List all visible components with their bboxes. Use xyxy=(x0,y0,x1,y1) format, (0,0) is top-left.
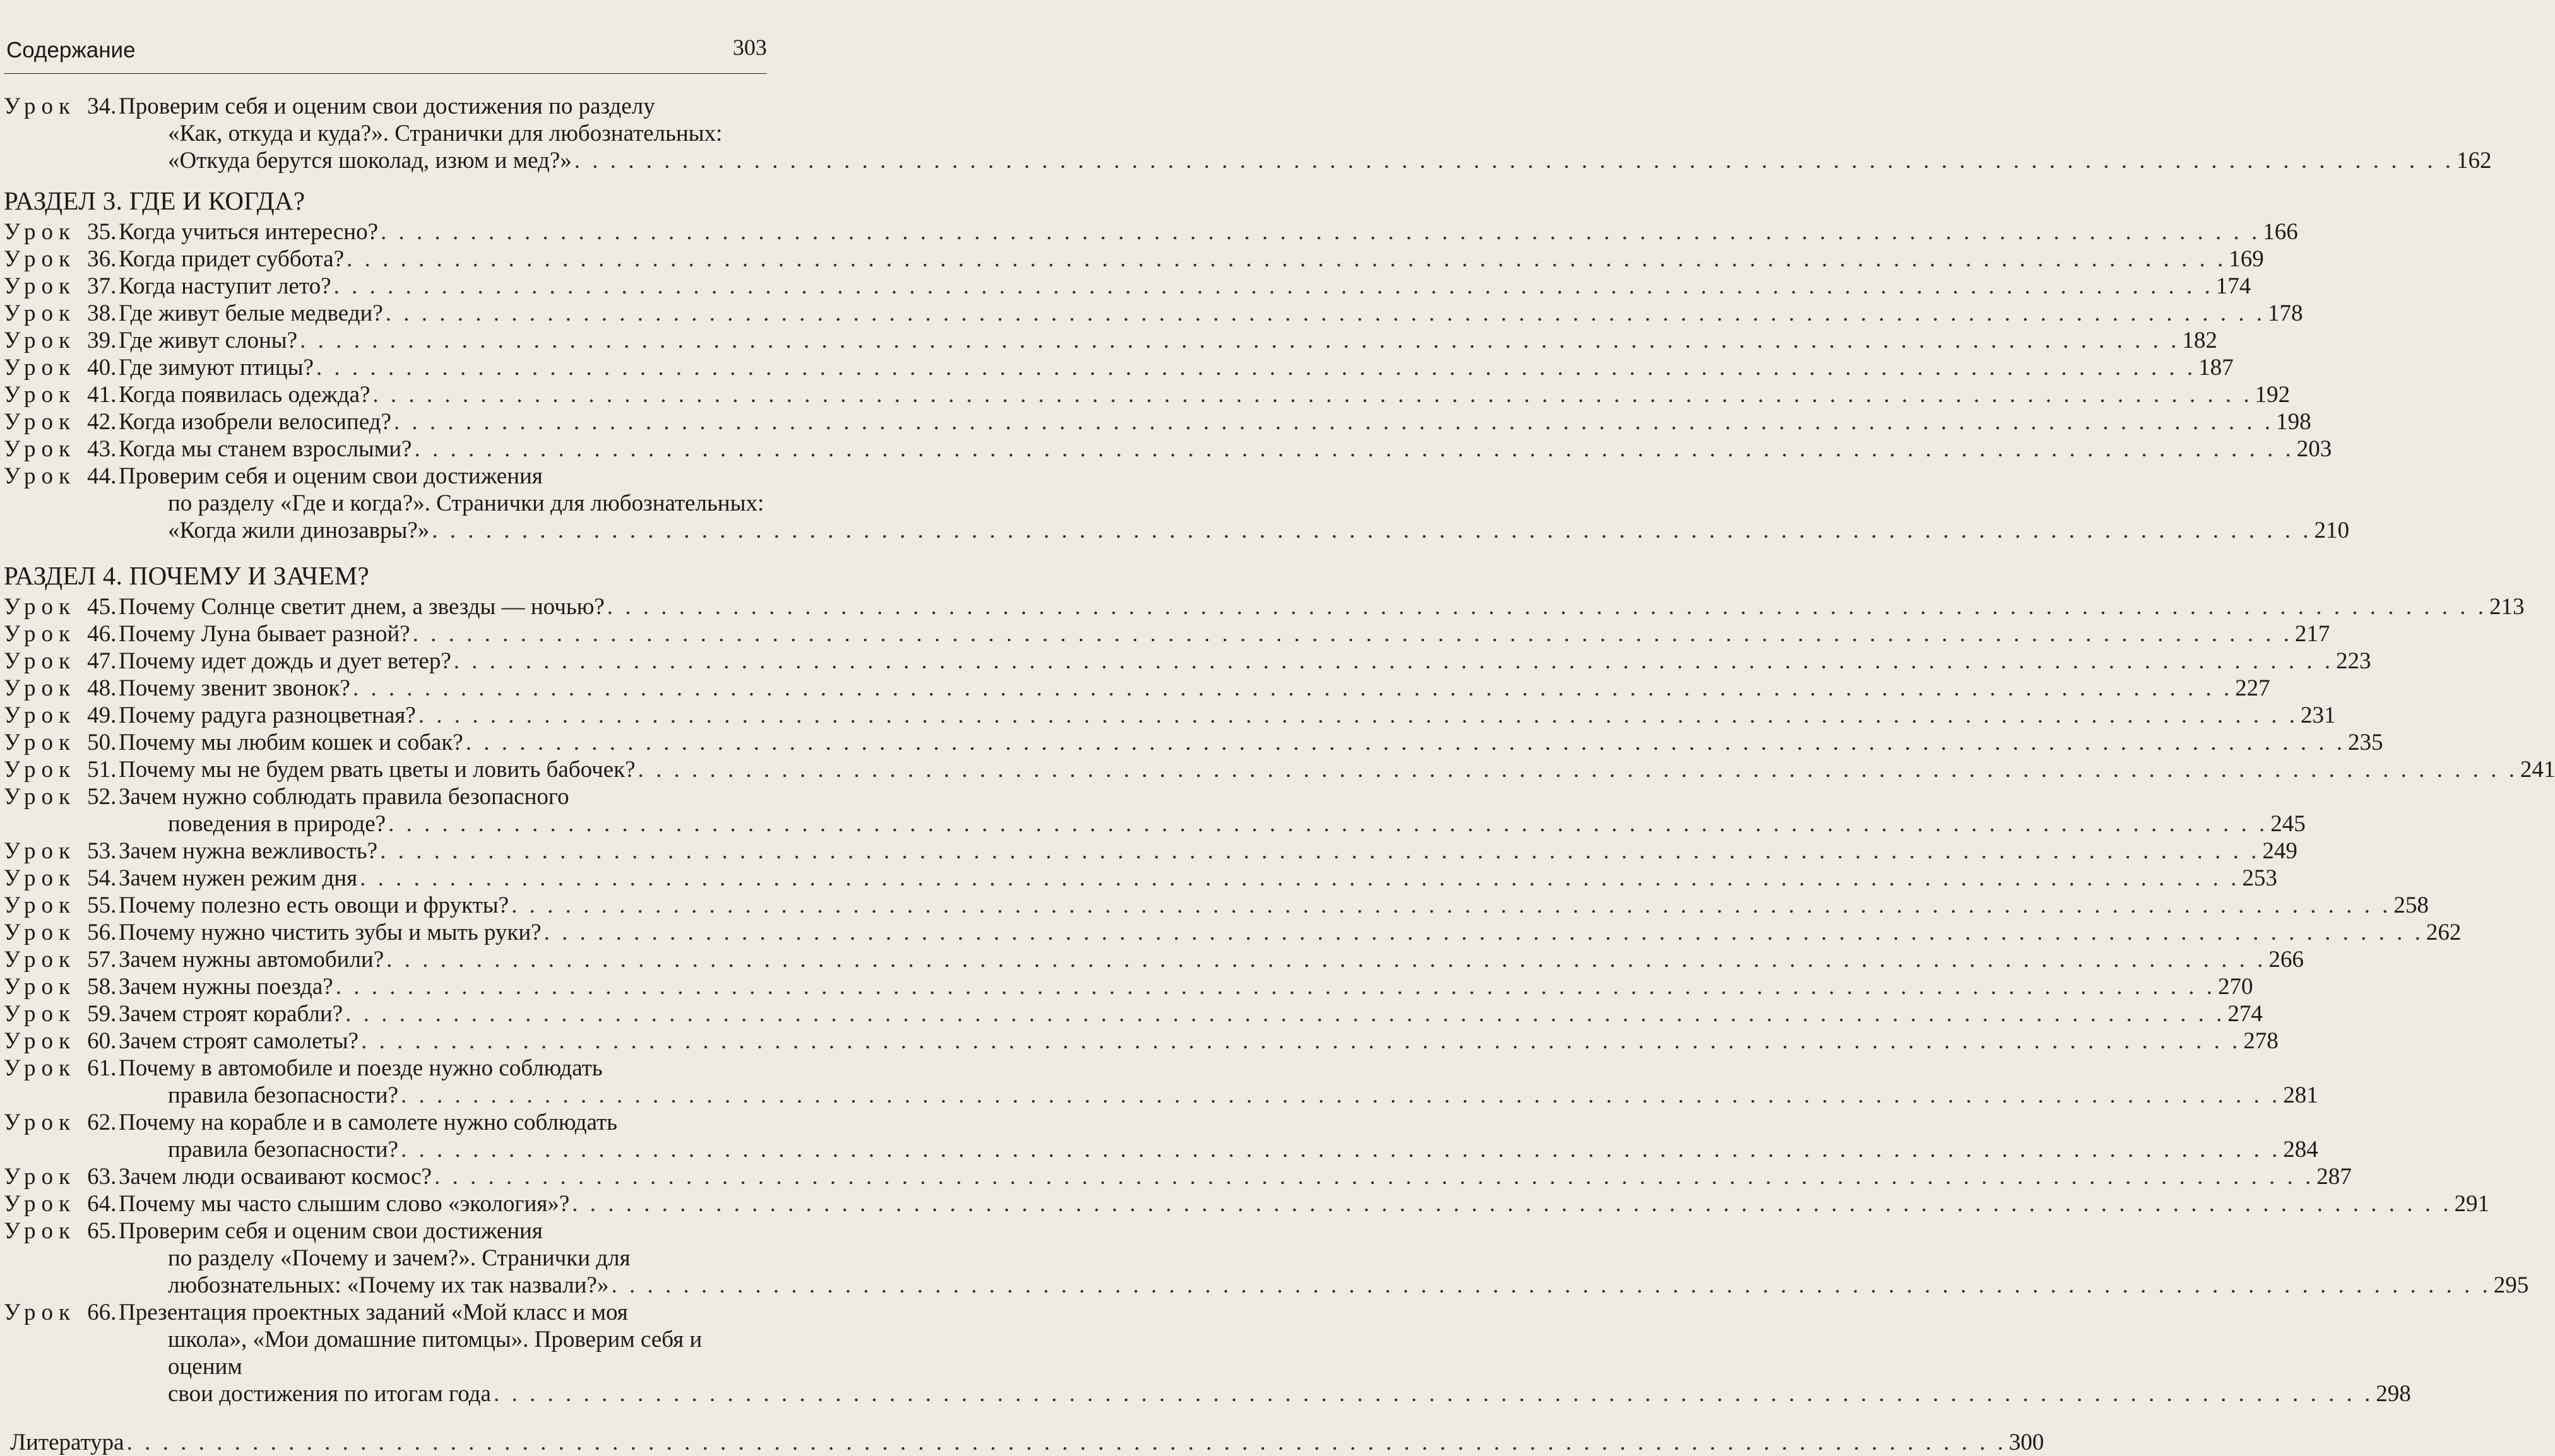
toc-entry-lesson-66 xyxy=(4,1299,2411,1407)
entry-title-line: свои достижения по итогам года xyxy=(168,1381,491,1407)
lesson-word: Урок xyxy=(4,594,76,620)
lesson-number: 37. xyxy=(87,273,117,299)
entry-title: Почему звенит звонок? xyxy=(119,675,350,701)
entry-page-number: 217 xyxy=(2294,621,2330,647)
lesson-word: Урок xyxy=(4,463,76,489)
toc-entry xyxy=(4,435,2332,463)
lesson-word: Урок xyxy=(4,920,76,945)
entry-title: Почему полезно есть овощи и фрукты? xyxy=(119,892,509,918)
entry-page-number: 223 xyxy=(2336,648,2371,674)
lesson-number: 53. xyxy=(87,838,117,864)
lesson-word: Урок xyxy=(4,648,76,674)
entry-page-number: 231 xyxy=(2300,702,2336,728)
toc-entry xyxy=(4,1000,2263,1027)
entry-page-number: 270 xyxy=(2217,974,2253,1000)
toc-entry xyxy=(4,648,2371,675)
dot-leader: . . . . . . . . . . . . . . . . . . . . . . . . . . . . . . . . . . . . . . . . . . . . . . . . . . . . . . . . . . . . . . . . . . . . . . . . . . . . . . . . . . . . . . . . . . . . . . . . . . . . . . . . . xyxy=(574,148,2455,174)
dot-leader: . . . . . . . . . . . . . . . . . . . . . . . . . . . . . . . . . . . . . . . . . . . . . . . . . . . . . . . . . . . . . . . . . . . . . . . . . . . . . . . . . . . . . . . . . . . . . . . . . . . . . . . . . xyxy=(316,355,2196,381)
lesson-word: Урок xyxy=(4,838,76,864)
dot-leader: . . . . . . . . . . . . . . . . . . . . . . . . . . . . . . . . . . . . . . . . . . . . . . . . . . . . . . . . . . . . . . . . . . . . . . . . . . . . . . . . . . . . . . . . . . . . . . . . . . . . . . . . . xyxy=(434,1164,2315,1190)
entry-title-line: школа», «Мои домашние питомцы». Проверим себя и оценим xyxy=(168,1327,702,1380)
entry-title-line: Проверим себя и оценим свои достижения xyxy=(119,463,543,489)
lesson-number: 43. xyxy=(87,436,117,462)
lesson-word: Урок xyxy=(4,974,76,1000)
toc-entry xyxy=(4,1163,2352,1190)
dot-leader: . . . . . . . . . . . . . . . . . . . . . . . . . . . . . . . . . . . . . . . . . . . . . . . . . . . . . . . . . . . . . . . . . . . . . . . . . . . . . . . . . . . . . . . . . . . . . . . . . . . . . . . . . xyxy=(393,409,2274,435)
entry-page-number: 162 xyxy=(2457,148,2492,174)
entry-page-number: 203 xyxy=(2296,436,2332,462)
toc-entry-lesson-62 xyxy=(4,1109,2318,1163)
toc-entry xyxy=(4,702,2336,729)
lesson-number: 51. xyxy=(87,757,117,783)
entry-page-number: 178 xyxy=(2268,300,2303,326)
dot-leader: . . . . . . . . . . . . . . . . . . . . . . . . . . . . . . . . . . . . . . . . . . . . . . . . . . . . . . . . . . . . . . . . . . . . . . . . . . . . . . . . . . . . . . . . . . . . . . . . . . . . . . . . . xyxy=(400,1082,2281,1108)
entry-page-number: 235 xyxy=(2347,730,2383,755)
lesson-word: Урок xyxy=(4,300,76,326)
entry-title: Почему Солнце светит днем, а звезды — ночью? xyxy=(119,594,605,620)
lesson-number: 34. xyxy=(87,93,117,119)
dot-leader: . . . . . . . . . . . . . . . . . . . . . . . . . . . . . . . . . . . . . . . . . . . . . . . . . . . . . . . . . . . . . . . . . . . . . . . . . . . . . . . . . . . . . . . . . . . . . . . . . . . . . . . . . xyxy=(611,1272,2491,1298)
entry-page-number: 174 xyxy=(2215,273,2251,299)
toc-entry xyxy=(4,620,2330,648)
lesson-number: 63. xyxy=(87,1164,117,1190)
entry-page-number: 166 xyxy=(2263,219,2298,245)
lesson-word: Урок xyxy=(4,409,76,435)
entry-title: Почему мы не будем рвать цветы и ловить бабочек? xyxy=(119,757,636,783)
lesson-number: 52. xyxy=(87,784,117,810)
toc-entry-lesson-65 xyxy=(4,1217,2529,1299)
dot-leader: . . . . . . . . . . . . . . . . . . . . . . . . . . . . . . . . . . . . . . . . . . . . . . . . . . . . . . . . . . . . . . . . . . . . . . . . . . . . . . . . . . . . . . . . . . . . . . . . . . . . . . . . . xyxy=(493,1381,2374,1407)
entry-page-number: 284 xyxy=(2283,1137,2318,1163)
entry-title-line: «Когда жили динозавры?» xyxy=(168,518,430,543)
lesson-number: 58. xyxy=(87,974,117,1000)
lesson-number: 54. xyxy=(87,865,117,891)
lesson-number: 35. xyxy=(87,219,117,245)
entry-title: Где зимуют птицы? xyxy=(119,355,314,381)
dot-leader: . . . . . . . . . . . . . . . . . . . . . . . . . . . . . . . . . . . . . . . . . . . . . . . . . . . . . . . . . . . . . . . . . . . . . . . . . . . . . . . . . . . . . . . . . . . . . . . . . . . . . . . . . xyxy=(381,219,2261,245)
dot-leader: . . . . . . . . . . . . . . . . . . . . . . . . . . . . . . . . . . . . . . . . . . . . . . . . . . . . . . . . . . . . . . . . . . . . . . . . . . . . . . . . . . . . . . . . . . . . . . . . . . . . . . . . . xyxy=(385,300,2266,326)
toc-entry-lesson-44 xyxy=(4,463,2350,544)
lesson-number: 44. xyxy=(87,463,117,489)
toc-entry xyxy=(4,218,2298,246)
toc-entry xyxy=(4,327,2217,354)
running-header xyxy=(4,34,767,74)
entry-page-number: 300 xyxy=(2008,1429,2044,1455)
lesson-word: Урок xyxy=(4,1299,76,1325)
header-title: Содержание xyxy=(6,38,136,62)
entry-page-number: 213 xyxy=(2489,594,2525,620)
entry-title: Почему идет дождь и дует ветер? xyxy=(119,648,451,674)
section-heading: РАЗДЕЛ 4. ПОЧЕМУ И ЗАЧЕМ? xyxy=(4,561,369,590)
dot-leader: . . . . . . . . . . . . . . . . . . . . . . . . . . . . . . . . . . . . . . . . . . . . . . . . . . . . . . . . . . . . . . . . . . . . . . . . . . . . . . . . . . . . . . . . . . . . . . . . . . . . . . . . . xyxy=(386,947,2267,973)
lesson-number: 56. xyxy=(87,920,117,945)
lesson-number: 42. xyxy=(87,409,117,435)
section-heading: РАЗДЕЛ 3. ГДЕ И КОГДА? xyxy=(4,186,305,215)
entry-title: Почему радуга разноцветная? xyxy=(119,702,416,728)
lesson-word: Урок xyxy=(4,1164,76,1190)
dot-leader: . . . . . . . . . . . . . . . . . . . . . . . . . . . . . . . . . . . . . . . . . . . . . . . . . . . . . . . . . . . . . . . . . . . . . . . . . . . . . . . . . . . . . . . . . . . . . . . . . . . . . . . . . xyxy=(388,811,2268,837)
lesson-word: Урок xyxy=(4,93,76,119)
entry-page-number: 274 xyxy=(2227,1001,2263,1027)
dot-leader: . . . . . . . . . . . . . . . . . . . . . . . . . . . . . . . . . . . . . . . . . . . . . . . . . . . . . . . . . . . . . . . . . . . . . . . . . . . . . . . . . . . . . . . . . . . . . . . . . . . . . . . . . xyxy=(333,273,2214,299)
toc-entry xyxy=(4,756,2555,783)
entry-title: Зачем люди осваивают космос? xyxy=(119,1164,432,1190)
lesson-number: 36. xyxy=(87,246,117,272)
dot-leader: . . . . . . . . . . . . . . . . . . . . . . . . . . . . . . . . . . . . . . . . . . . . . . . . . . . . . . . . . . . . . . . . . . . . . . . . . . . . . . . . . . . . . . . . . . . . . . . . . . . . . . . . . xyxy=(380,838,2260,864)
entry-title-line: Презентация проектных заданий «Мой класс и моя xyxy=(119,1299,628,1325)
entry-page-number: 182 xyxy=(2182,328,2217,353)
toc-entry xyxy=(4,246,2264,273)
dot-leader: . . . . . . . . . . . . . . . . . . . . . . . . . . . . . . . . . . . . . . . . . . . . . . . . . . . . . . . . . . . . . . . . . . . . . . . . . . . . . . . . . . . . . . . . . . . . . . . . . . . . . . . . . xyxy=(607,594,2487,620)
lesson-number: 66. xyxy=(87,1299,117,1325)
entry-page-number: 278 xyxy=(2243,1028,2279,1054)
lesson-number: 46. xyxy=(87,621,117,647)
section-3-simple-entries xyxy=(4,218,2332,463)
lesson-word: Урок xyxy=(4,675,76,701)
entry-page-number: 281 xyxy=(2283,1082,2318,1108)
lesson-word: Урок xyxy=(4,246,76,272)
lesson-word: Урок xyxy=(4,757,76,783)
lesson-number: 45. xyxy=(87,594,117,620)
dot-leader: . . . . . . . . . . . . . . . . . . . . . . . . . . . . . . . . . . . . . . . . . . . . . . . . . . . . . . . . . . . . . . . . . . . . . . . . . . . . . . . . . . . . . . . . . . . . . . . . . . . . . . . . . xyxy=(543,920,2424,945)
toc-entry xyxy=(4,408,2311,435)
lesson-word: Урок xyxy=(4,273,76,299)
entry-page-number: 169 xyxy=(2229,246,2264,272)
lesson-number: 55. xyxy=(87,892,117,918)
lesson-word: Урок xyxy=(4,702,76,728)
entry-title: Почему Луна бывает разной? xyxy=(119,621,410,647)
toc-entry xyxy=(4,837,2297,865)
entry-title-line: Проверим себя и оценим свои достижения по разделу xyxy=(119,93,655,119)
entry-title: Зачем нужны автомобили? xyxy=(119,947,384,973)
entry-title-line: Зачем нужно соблюдать правила безопасного xyxy=(119,784,569,810)
lesson-word: Урок xyxy=(4,947,76,973)
entry-title: Когда изобрели велосипед? xyxy=(119,409,391,435)
entry-title: Зачем нужны поезда? xyxy=(119,974,333,1000)
lesson-word: Урок xyxy=(4,1191,76,1217)
entry-page-number: 287 xyxy=(2316,1164,2352,1190)
lesson-word: Урок xyxy=(4,621,76,647)
dot-leader: . . . . . . . . . . . . . . . . . . . . . . . . . . . . . . . . . . . . . . . . . . . . . . . . . . . . . . . . . . . . . . . . . . . . . . . . . . . . . . . . . . . . . . . . . . . . . . . . . . . . . . . . . xyxy=(360,865,2240,891)
header-page-number: 303 xyxy=(733,35,767,60)
toc-entry xyxy=(4,865,2277,892)
entry-title-line: правила безопасности? xyxy=(168,1082,398,1108)
toc-entry xyxy=(4,593,2525,620)
dot-leader: . . . . . . . . . . . . . . . . . . . . . . . . . . . . . . . . . . . . . . . . . . . . . . . . . . . . . . . . . . . . . . . . . . . . . . . . . . . . . . . . . . . . . . . . . . . . . . . . . . . . . . . . . xyxy=(453,648,2334,674)
toc-entry-lesson-61 xyxy=(4,1055,2318,1109)
lesson-number: 50. xyxy=(87,730,117,755)
entry-title-line: любознательных: «Почему их так назвали?» xyxy=(168,1272,609,1298)
entry-title-line: поведения в природе? xyxy=(168,811,386,837)
entry-page-number: 198 xyxy=(2276,409,2311,435)
toc-entry-lesson-34 xyxy=(4,93,2492,174)
entry-title-line: «Как, откуда и куда?». Странички для любознательных: xyxy=(168,121,723,146)
lesson-number: 57. xyxy=(87,947,117,973)
entry-title: Почему нужно чистить зубы и мыть руки? xyxy=(119,920,542,945)
literature-title: Литература xyxy=(10,1429,124,1455)
entry-title: Где живут слоны? xyxy=(119,328,298,353)
lesson-number: 47. xyxy=(87,648,117,674)
dot-leader: . . . . . . . . . . . . . . . . . . . . . . . . . . . . . . . . . . . . . . . . . . . . . . . . . . . . . . . . . . . . . . . . . . . . . . . . . . . . . . . . . . . . . . . . . . . . . . . . . . . . . . . . . xyxy=(572,1191,2452,1217)
lesson-word: Урок xyxy=(4,436,76,462)
entry-title-line: по разделу «Почему и зачем?». Странички для xyxy=(168,1245,631,1271)
entry-title: Когда мы станем взрослыми? xyxy=(119,436,412,462)
entry-title-line: правила безопасности? xyxy=(168,1137,398,1163)
dot-leader: . . . . . . . . . . . . . . . . . . . . . . . . . . . . . . . . . . . . . . . . . . . . . . . . . . . . . . . . . . . . . . . . . . . . . . . . . . . . . . . . . . . . . . . . . . . . . . . . . . . . . . . . . xyxy=(347,246,2227,272)
lesson-number: 60. xyxy=(87,1028,117,1054)
entry-page-number: 187 xyxy=(2198,355,2234,381)
entry-title: Когда придет суббота? xyxy=(119,246,345,272)
entry-title: Зачем нужна вежливость? xyxy=(119,838,378,864)
lesson-number: 39. xyxy=(87,328,117,353)
toc-entry xyxy=(4,675,2270,702)
entry-title: Зачем нужен режим дня xyxy=(119,865,358,891)
entry-title-line: Проверим себя и оценим свои достижения xyxy=(119,1218,543,1244)
lesson-word: Урок xyxy=(4,1055,76,1081)
lesson-word: Урок xyxy=(4,784,76,810)
entry-page-number: 253 xyxy=(2242,865,2277,891)
entry-page-number: 262 xyxy=(2426,920,2462,945)
entry-page-number: 192 xyxy=(2255,382,2291,408)
toc-entry xyxy=(4,919,2462,946)
toc-entry-literature xyxy=(4,1429,2044,1456)
toc-entry xyxy=(4,973,2253,1000)
entry-page-number: 241 xyxy=(2520,757,2555,783)
entry-title-line: Почему на корабле и в самолете нужно соблюдать xyxy=(119,1110,618,1135)
entry-title: Когда учиться интересно? xyxy=(119,219,378,245)
toc-entry-lesson-52 xyxy=(4,783,2306,837)
toc-entry xyxy=(4,1027,2279,1055)
entry-title: Когда наступит лето? xyxy=(119,273,331,299)
entry-title: Зачем строят корабли? xyxy=(119,1001,343,1027)
lesson-number: 59. xyxy=(87,1001,117,1027)
entry-title-line: Почему в автомобиле и поезде нужно соблюдать xyxy=(119,1055,603,1081)
dot-leader: . . . . . . . . . . . . . . . . . . . . . . . . . . . . . . . . . . . . . . . . . . . . . . . . . . . . . . . . . . . . . . . . . . . . . . . . . . . . . . . . . . . . . . . . . . . . . . . . . . . . . . . . . xyxy=(412,621,2292,647)
dot-leader: . . . . . . . . . . . . . . . . . . . . . . . . . . . . . . . . . . . . . . . . . . . . . . . . . . . . . . . . . . . . . . . . . . . . . . . . . . . . . . . . . . . . . . . . . . . . . . . . . . . . . . . . . xyxy=(414,436,2294,462)
dot-leader: . . . . . . . . . . . . . . . . . . . . . . . . . . . . . . . . . . . . . . . . . . . . . . . . . . . . . . . . . . . . . . . . . . . . . . . . . . . . . . . . . . . . . . . . . . . . . . . . . . . . . . . . . xyxy=(637,757,2518,783)
lesson-number: 48. xyxy=(87,675,117,701)
entry-title: Где живут белые медведи? xyxy=(119,300,383,326)
entry-title: Когда появилась одежда? xyxy=(119,382,371,408)
entry-page-number: 245 xyxy=(2270,811,2306,837)
lesson-number: 41. xyxy=(87,382,117,408)
lesson-number: 38. xyxy=(87,300,117,326)
dot-leader: . . . . . . . . . . . . . . . . . . . . . . . . . . . . . . . . . . . . . . . . . . . . . . . . . . . . . . . . . . . . . . . . . . . . . . . . . . . . . . . . . . . . . . . . . . . . . . . . . . . . . . . . . xyxy=(300,328,2180,353)
entry-title: Почему мы часто слышим слово «экология»? xyxy=(119,1191,570,1217)
dot-leader: . . . . . . . . . . . . . . . . . . . . . . . . . . . . . . . . . . . . . . . . . . . . . . . . . . . . . . . . . . . . . . . . . . . . . . . . . . . . . . . . . . . . . . . . . . . . . . . . . . . . . . . . . xyxy=(335,974,2215,1000)
entry-title-line: по разделу «Где и когда?». Странички для любознательных: xyxy=(168,490,764,516)
lesson-number: 49. xyxy=(87,702,117,728)
lesson-word: Урок xyxy=(4,1028,76,1054)
toc-entry xyxy=(4,1190,2490,1217)
entry-page-number: 295 xyxy=(2493,1272,2529,1298)
lesson-number: 65. xyxy=(87,1218,117,1244)
lesson-word: Урок xyxy=(4,219,76,245)
dot-leader: . . . . . . . . . . . . . . . . . . . . . . . . . . . . . . . . . . . . . . . . . . . . . . . . . . . . . . . . . . . . . . . . . . . . . . . . . . . . . . . . . . . . . . . . . . . . . . . . . . . . . . . . . xyxy=(126,1429,2007,1455)
lesson-word: Урок xyxy=(4,1001,76,1027)
entry-page-number: 210 xyxy=(2314,518,2350,543)
entry-page-number: 249 xyxy=(2262,838,2297,864)
dot-leader: . . . . . . . . . . . . . . . . . . . . . . . . . . . . . . . . . . . . . . . . . . . . . . . . . . . . . . . . . . . . . . . . . . . . . . . . . . . . . . . . . . . . . . . . . . . . . . . . . . . . . . . . . xyxy=(511,892,2392,918)
lesson-word: Урок xyxy=(4,730,76,755)
lesson-word: Урок xyxy=(4,1110,76,1135)
toc-entry xyxy=(4,729,2383,756)
toc-entry xyxy=(4,381,2291,408)
dot-leader: . . . . . . . . . . . . . . . . . . . . . . . . . . . . . . . . . . . . . . . . . . . . . . . . . . . . . . . . . . . . . . . . . . . . . . . . . . . . . . . . . . . . . . . . . . . . . . . . . . . . . . . . . xyxy=(465,730,2345,755)
toc-entry xyxy=(4,273,2251,300)
entry-page-number: 298 xyxy=(2376,1381,2411,1407)
entry-page-number: 258 xyxy=(2393,892,2429,918)
lesson-word: Урок xyxy=(4,382,76,408)
entry-page-number: 291 xyxy=(2454,1191,2490,1217)
dot-leader: . . . . . . . . . . . . . . . . . . . . . . . . . . . . . . . . . . . . . . . . . . . . . . . . . . . . . . . . . . . . . . . . . . . . . . . . . . . . . . . . . . . . . . . . . . . . . . . . . . . . . . . . . xyxy=(361,1028,2241,1054)
table-of-contents xyxy=(4,93,2555,1456)
entry-title-line: «Откуда берутся шоколад, изюм и мед?» xyxy=(168,148,572,174)
entry-title: Зачем строят самолеты? xyxy=(119,1028,359,1054)
entry-page-number: 227 xyxy=(2235,675,2270,701)
section-4-simple-entries-a xyxy=(4,593,2555,783)
entry-page-number: 266 xyxy=(2268,947,2304,973)
section-4-simple-entries-b xyxy=(4,837,2462,1055)
dot-leader: . . . . . . . . . . . . . . . . . . . . . . . . . . . . . . . . . . . . . . . . . . . . . . . . . . . . . . . . . . . . . . . . . . . . . . . . . . . . . . . . . . . . . . . . . . . . . . . . . . . . . . . . . xyxy=(400,1137,2281,1163)
dot-leader: . . . . . . . . . . . . . . . . . . . . . . . . . . . . . . . . . . . . . . . . . . . . . . . . . . . . . . . . . . . . . . . . . . . . . . . . . . . . . . . . . . . . . . . . . . . . . . . . . . . . . . . . . xyxy=(345,1001,2226,1027)
lesson-number: 62. xyxy=(87,1110,117,1135)
dot-leader: . . . . . . . . . . . . . . . . . . . . . . . . . . . . . . . . . . . . . . . . . . . . . . . . . . . . . . . . . . . . . . . . . . . . . . . . . . . . . . . . . . . . . . . . . . . . . . . . . . . . . . . . . xyxy=(418,702,2298,728)
entry-title: Почему мы любим кошек и собак? xyxy=(119,730,463,755)
toc-entry xyxy=(4,300,2303,327)
lesson-word: Урок xyxy=(4,865,76,891)
toc-entry xyxy=(4,892,2429,919)
toc-entry xyxy=(4,946,2304,973)
lesson-word: Урок xyxy=(4,892,76,918)
dot-leader: . . . . . . . . . . . . . . . . . . . . . . . . . . . . . . . . . . . . . . . . . . . . . . . . . . . . . . . . . . . . . . . . . . . . . . . . . . . . . . . . . . . . . . . . . . . . . . . . . . . . . . . . . xyxy=(372,382,2253,408)
dot-leader: . . . . . . . . . . . . . . . . . . . . . . . . . . . . . . . . . . . . . . . . . . . . . . . . . . . . . . . . . . . . . . . . . . . . . . . . . . . . . . . . . . . . . . . . . . . . . . . . . . . . . . . . . xyxy=(432,518,2312,543)
toc-entry xyxy=(4,354,2234,381)
section-4-simple-entries-c xyxy=(4,1163,2490,1217)
lesson-word: Урок xyxy=(4,355,76,381)
lesson-number: 40. xyxy=(87,355,117,381)
lesson-number: 61. xyxy=(87,1055,117,1081)
lesson-word: Урок xyxy=(4,328,76,353)
dot-leader: . . . . . . . . . . . . . . . . . . . . . . . . . . . . . . . . . . . . . . . . . . . . . . . . . . . . . . . . . . . . . . . . . . . . . . . . . . . . . . . . . . . . . . . . . . . . . . . . . . . . . . . . . xyxy=(352,675,2233,701)
lesson-word: Урок xyxy=(4,1218,76,1244)
lesson-number: 64. xyxy=(87,1191,117,1217)
